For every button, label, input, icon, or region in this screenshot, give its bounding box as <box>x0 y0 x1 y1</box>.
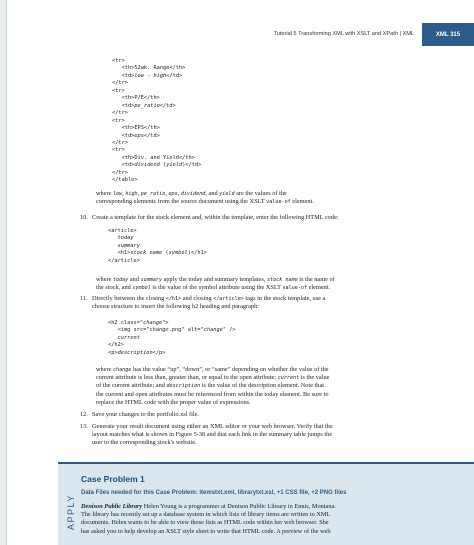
code-line: <th>EPS</th> <box>112 125 160 132</box>
code-line: <td>pe_ratio</td> <box>112 102 176 109</box>
page-edge-line <box>6 0 7 545</box>
step-13 <box>80 423 400 449</box>
code-line: <p>description</p> <box>108 349 166 356</box>
code-line: <td>low - high</td> <box>112 72 183 79</box>
case-problem-body: Denison Public Library Helen Young is a programmer at Denison Public Library in Ennis, Montana. The library has recently set up a database system in which lists of library items are written to XML documents. Helen wants to be able to view those lists as HTML code within her web browser. She has asked you to help develop an XSLT style sheet to write that HTML code. A preview of the web <box>81 503 336 535</box>
step-text: Create a template for the stock element and, within the template, enter the following HTML code: <box>92 214 339 221</box>
data-files-line: Data Files needed for this Case Problem: itemstxt.xml, librarytxt.xsl, +1 CSS file, +2 PNG files <box>81 490 347 496</box>
code-block-h2-change <box>108 320 236 357</box>
code-line: <td>dividend (yield)</td> <box>112 162 202 169</box>
step-number: 12. <box>80 411 88 418</box>
code-line: <tr> <box>112 87 125 94</box>
paragraph-where-3: where change has the value “up”, “down”, or “same” depending on whether the value of the current attribute is less than, greater than, or equal to the open attribute; current is the value of the current attribute; and description is the value of the description element. Note that the current and open attributes must be referenced from within the today element. Be sure to replace the HTML code with the proper value of expressions. <box>96 366 330 406</box>
code-line: </h2> <box>108 342 124 349</box>
code-block-table-rows <box>112 58 201 185</box>
step-number: 13. <box>80 423 88 430</box>
code-line: <article> <box>108 228 137 234</box>
step-text: Save your changes to the portfolio.xsl file. <box>92 411 200 418</box>
step-text: Generate your result document using either an XML editor or your web browser. Verify that the layout matches what is shown in Figure 5-38 and that each link in the summary table jumps the user to the corresponding stock's website. <box>92 423 333 447</box>
code-line: </tr> <box>112 110 128 117</box>
code-line: <h1>stock name (symbol)</h1> <box>108 250 207 257</box>
case-problem-title: Case Problem 1 <box>81 474 145 484</box>
code-line: </tr> <box>112 139 128 146</box>
code-line: <th>Div. and Yield</th> <box>112 154 195 161</box>
paragraph-where-2: where today and summary apply the today and summary templates, stock name is the name of the stock, and symbol is the value of the symbol attribute using the XSLT value-of element. <box>96 276 335 292</box>
code-line: <h2 class="change"> <box>108 320 169 326</box>
code-line: </tr> <box>112 80 128 87</box>
code-line: <td>eps</td> <box>112 132 160 139</box>
code-line: <tr> <box>112 147 125 154</box>
code-line: <th>P/E</th> <box>112 95 160 102</box>
case-problem-top-rule <box>58 462 474 464</box>
step-text: Directly between the closing </h1> and closing </article> tags in the stock template, use a choose structure to insert the following h2 heading and paragraph: <box>92 295 326 311</box>
code-line: </article> <box>108 257 140 264</box>
code-line: <tr> <box>112 117 125 124</box>
code-line: current <box>117 334 140 341</box>
company-name: Denison Public Library <box>81 503 143 510</box>
code-line: summary <box>117 242 140 249</box>
step-12 <box>80 411 400 421</box>
apply-side-label: APPLY <box>66 494 76 530</box>
code-line: <tr> <box>112 58 125 64</box>
page-number-tab: XML 315 <box>422 23 474 46</box>
step-11 <box>80 295 400 313</box>
paragraph-where-1: where low, high, pe_ratio, eps, dividend, and yield are the values of the corresponding elements from the source document using the XSLT value-of element. <box>96 190 314 206</box>
code-line: <img src="change.png" alt="change" /> <box>108 327 236 334</box>
code-line: <th>52wk. Range</th> <box>112 65 186 72</box>
running-header: Tutorial 5 Transforming XML with XSLT and XPath | XML <box>273 31 414 37</box>
step-10 <box>80 214 400 224</box>
code-line: </table> <box>112 177 138 184</box>
step-number: 10. <box>80 214 88 221</box>
code-line: </tr> <box>112 169 128 176</box>
step-number: 11. <box>80 295 88 302</box>
code-block-article <box>108 228 207 265</box>
code-line: today <box>117 235 134 242</box>
